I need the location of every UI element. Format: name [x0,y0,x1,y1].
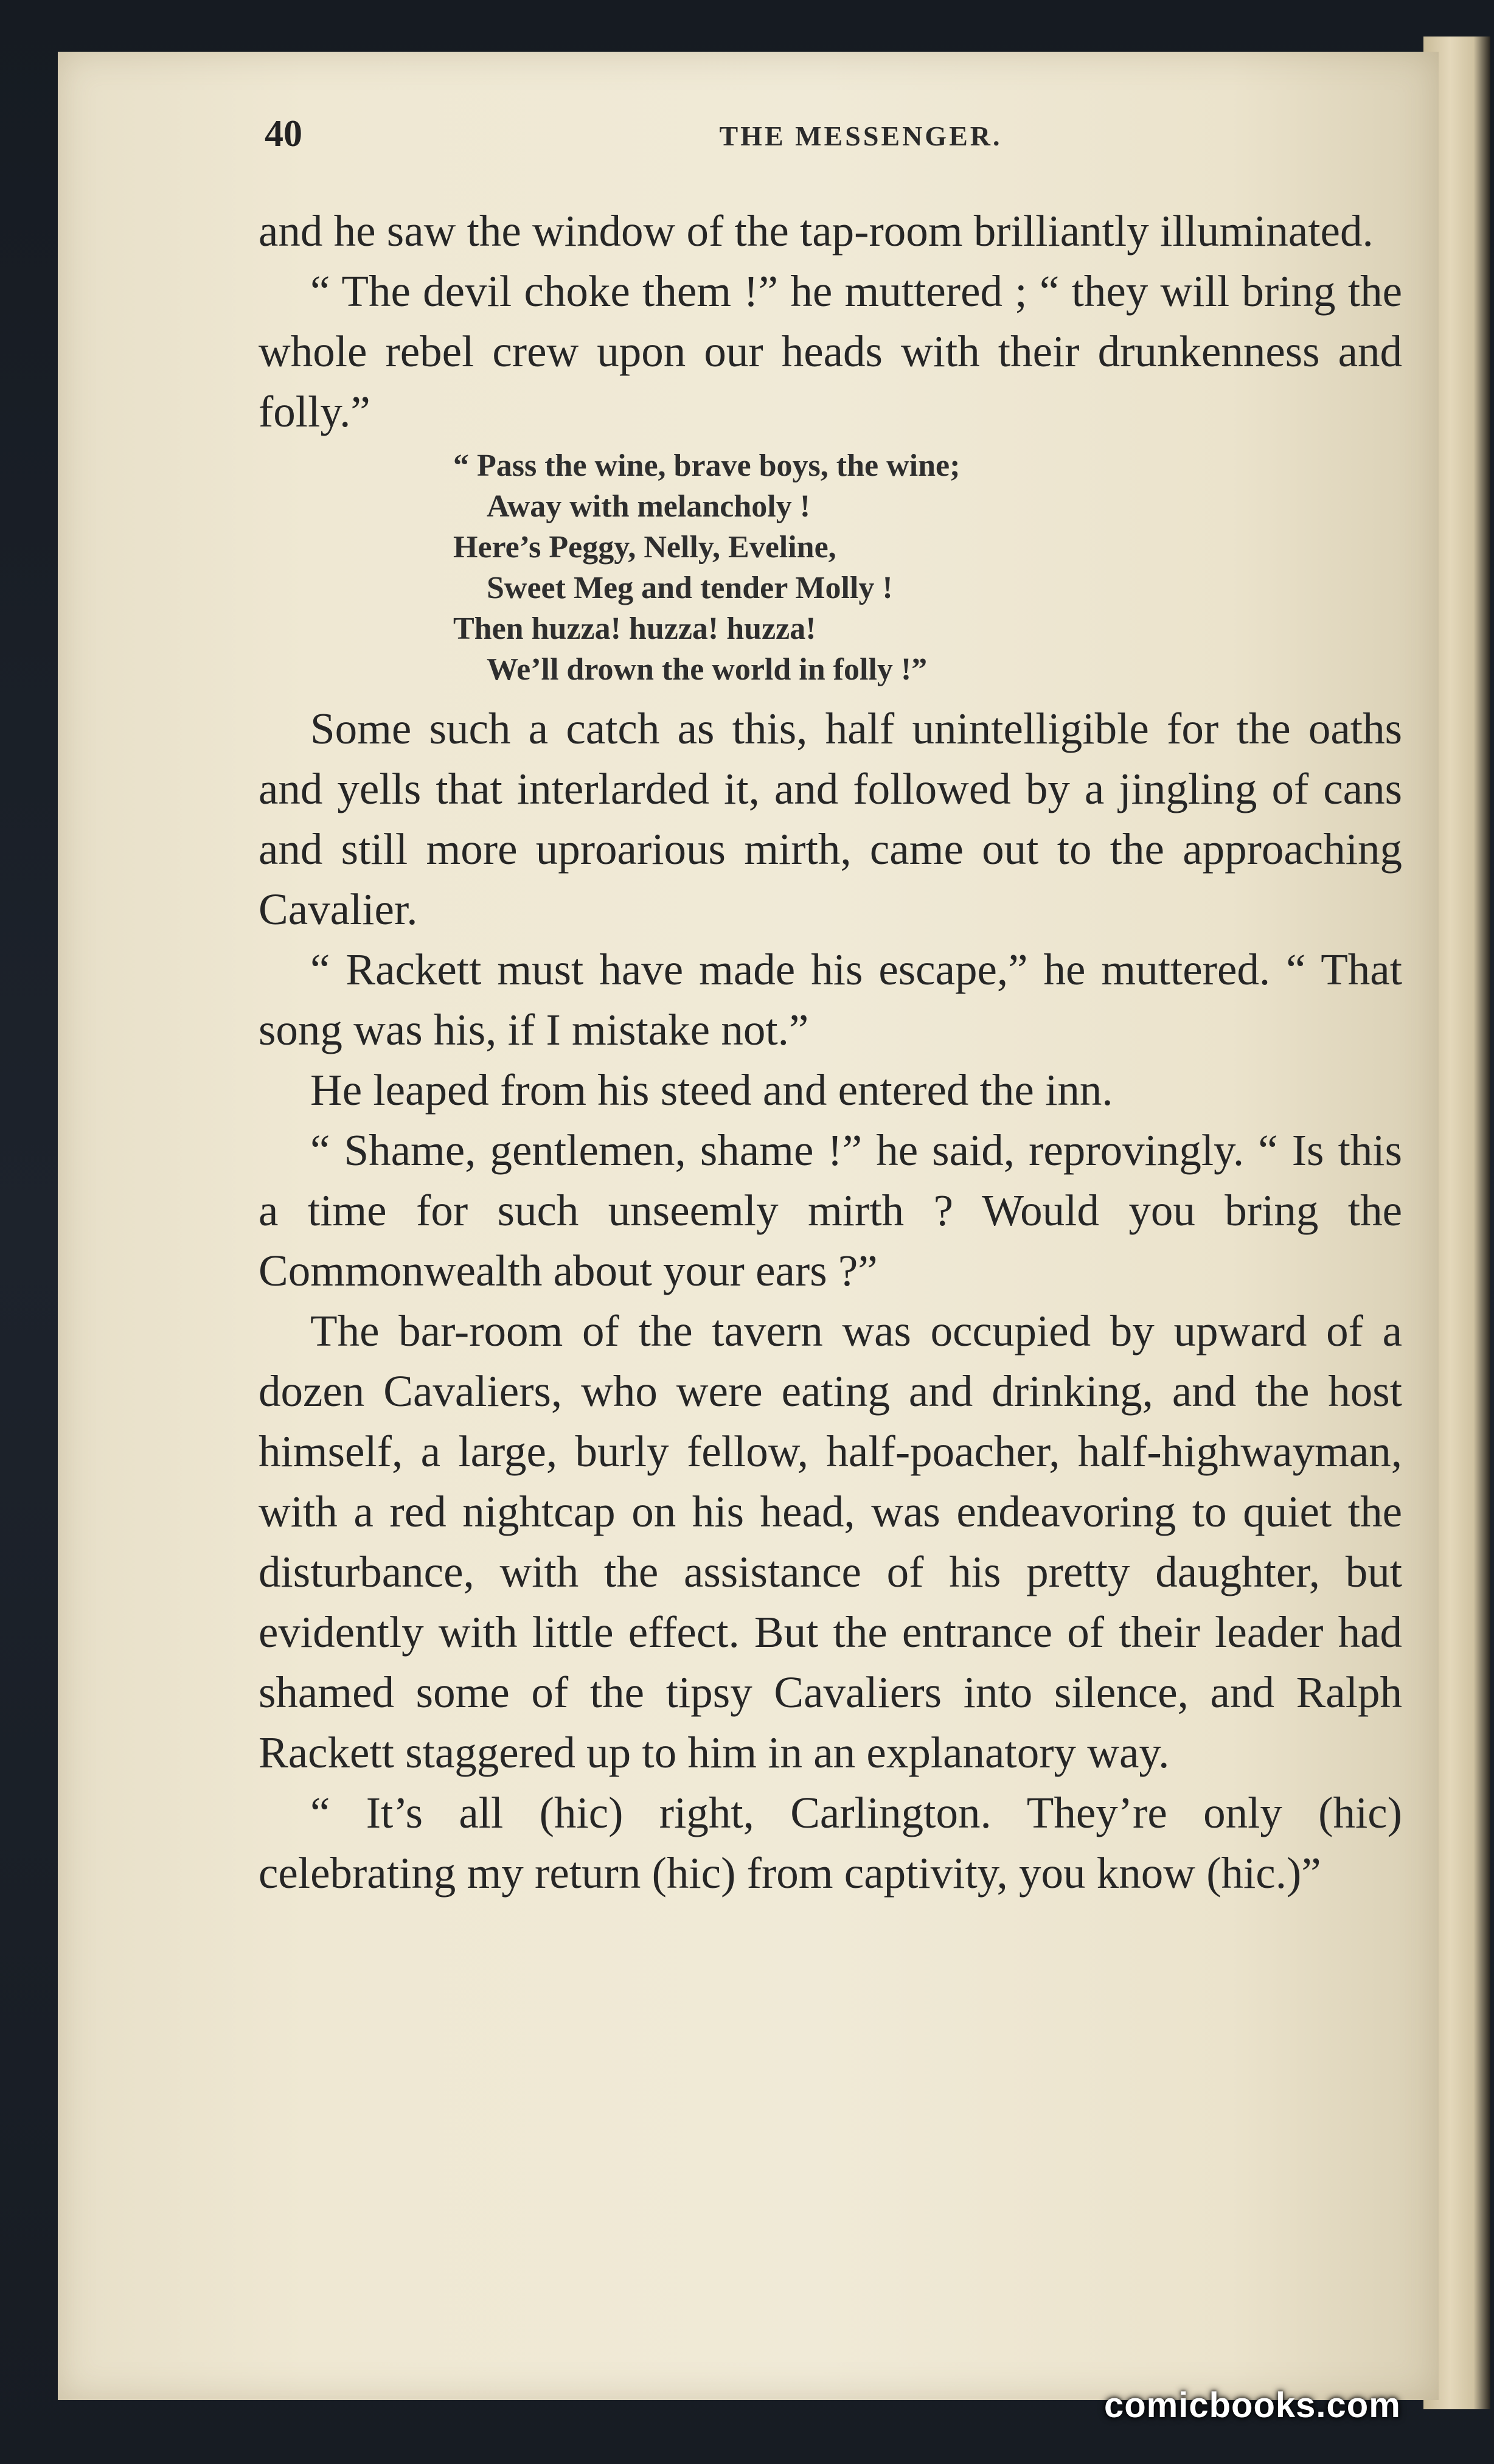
verse-line: Here’s Peggy, Nelly, Eveline, [453,530,836,565]
paragraph: “ Rackett must have made his escape,” he muttered. “ That song was his, if I mistake not.” [259,945,1402,1054]
verse-line: Then huzza! huzza! huzza! [453,611,816,646]
paragraph: He leaped from his steed and entered the inn. [310,1065,1113,1115]
paragraphs-after-verse [259,698,1402,1903]
verse-line: “ Pass the wine, brave boys, the wine; [453,448,961,483]
verse-line: Sweet Meg and tender Molly ! [487,571,893,605]
paragraph: “ Shame, gentlemen, shame !” he said, reprovingly. “ Is this a time for such unseemly mirth ? Would you bring the Commonwealth about your ears ?” [259,1126,1402,1295]
paragraph: The bar-room of the tavern was occupied by upward of a dozen Cavaliers, who were eating and drinking, and the host himself, a large, burly fellow, half-poacher, half-highwayman, with a red nightcap on his head, was endeavoring to quiet the disturbance, with the assistance of his pretty daughter, but evidently with little effect. But the entrance of their leader had shamed some of the tipsy Cavaliers into silence, and Ralph Rackett staggered up to him in an explanatory way. [259,1306,1402,1777]
running-title: THE MESSENGER. [719,120,1002,151]
paragraphs-before-verse [259,201,1402,442]
paragraph: and he saw the window of the tap-room brilliantly illuminated. [259,206,1374,256]
verse-line: We’ll drown the world in folly !” [487,652,928,687]
paragraph: “ It’s all (hic) right, Carlington. They’re only (hic) celebrating my return (hic) from captivity, you know (hic.)” [259,1788,1402,1898]
page-header [265,113,1402,167]
paragraph: Some such a catch as this, half unintelligible for the oaths and yells that interlarded it, and followed by a jingling of cans and still more uproarious mirth, came out to the approaching Cavalier. [259,704,1402,934]
paragraph: “ The devil choke them !” he muttered ; “ they will bring the whole rebel crew upon our heads with their drunkenness and folly.” [259,266,1402,436]
watermark-text: comicbooks.com [1104,2386,1401,2425]
page-number: 40 [265,113,302,155]
song-verse [259,445,1402,690]
verse-line: Away with melancholy ! [487,489,811,524]
page-body [259,201,1402,1903]
